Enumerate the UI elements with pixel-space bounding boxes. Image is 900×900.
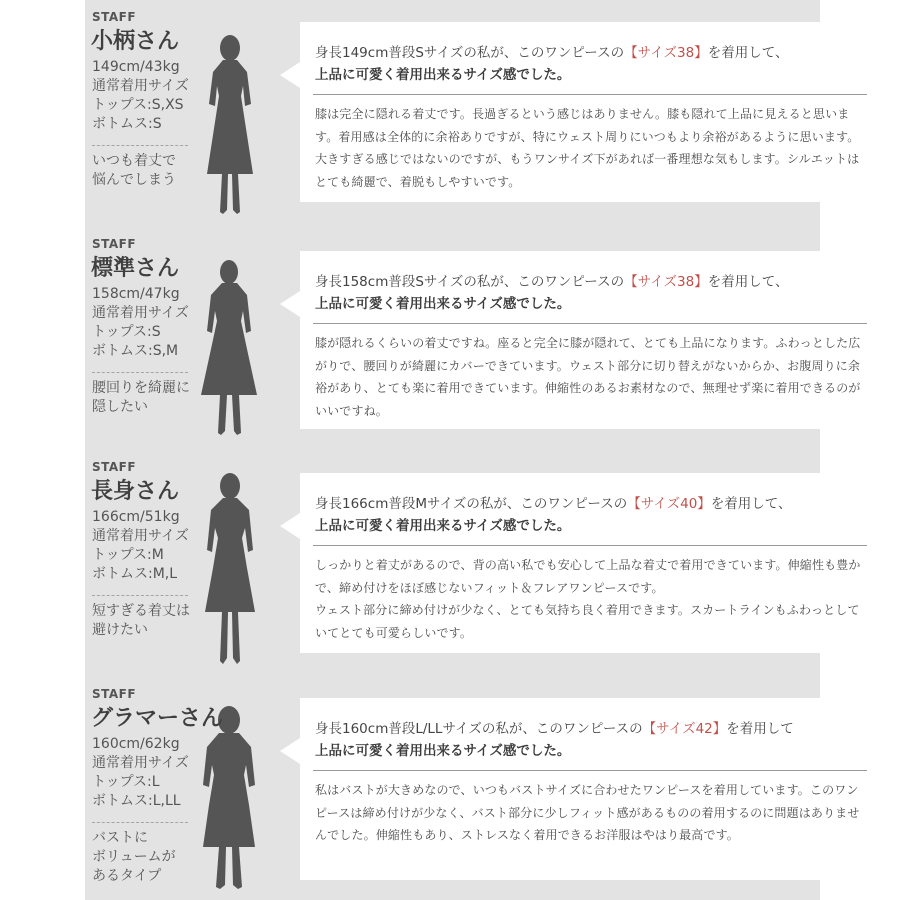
lead-text-end: を着用して、 — [710, 496, 792, 512]
height-weight: 149cm/43kg — [92, 59, 180, 75]
review-card — [300, 473, 880, 653]
review-card — [300, 22, 880, 202]
review-lead — [315, 718, 870, 762]
worn-size-badge: 【サイズ40】 — [627, 496, 711, 512]
staff-stats — [92, 58, 212, 134]
lead-text: 身長166cm普段Mサイズの私が、このワンピースの — [315, 496, 628, 512]
usual-size-label: 通常着用サイズ — [92, 305, 189, 321]
staff-name: 長身さん — [91, 479, 180, 504]
review-body: 私はバストが大きめなので、いつもバストサイズに合わせたワンピースを着用しています。このワンピースは締め付けが少なく、バスト部分に少しフィット感があるものの着用するのに問題はありませんでした。伸縮性もあり、ストレスなく着用できるお洋服はやはり最高です。 — [315, 783, 860, 842]
staff-name: グラマーさん — [91, 706, 224, 731]
review-lead — [315, 42, 870, 86]
stats-divider — [92, 372, 188, 373]
staff-tag: STAFF — [92, 460, 137, 474]
lead-text: 身長158cm普段Sサイズの私が、このワンピースの — [315, 274, 625, 290]
lead-highlight: 上品に可愛く着用出来るサイズ感でした。 — [315, 296, 571, 312]
review-lead — [315, 493, 870, 537]
staff-stats — [92, 285, 212, 361]
height-weight: 166cm/51kg — [92, 509, 180, 525]
review-lead — [315, 271, 870, 315]
tops-size: トップス:S — [92, 324, 161, 340]
lead-highlight: 上品に可愛く着用出来るサイズ感でした。 — [315, 518, 571, 534]
staff-stats — [92, 735, 212, 811]
card-separator — [313, 323, 867, 324]
woman-silhouette-icon — [195, 705, 265, 895]
worn-size-badge: 【サイズ38】 — [624, 45, 708, 61]
bottoms-size: ボトムス:S,M — [92, 343, 179, 359]
staff-concern: 短すぎる着丈は 避けたい — [92, 603, 190, 638]
staff-review-entry — [85, 10, 860, 225]
staff-concern: いつも着丈で 悩んでしまう — [92, 153, 176, 188]
staff-name: 小柄さん — [91, 29, 180, 54]
staff-tag: STAFF — [92, 687, 137, 701]
usual-size-label: 通常着用サイズ — [92, 78, 189, 94]
review-body: しっかりと着丈があるので、背の高い私でも安心して上品な着丈で着用できています。伸縮性も豊かで、締め付けをほぼ感じないフィット＆フレアワンピースです。 ウェスト部分に締め付けが少なく、とても気持ち良く着用できます。スカートラインもふわっとしていてとても可愛らしいです。 — [315, 558, 861, 640]
lead-text-end: を着用して — [726, 721, 794, 737]
tops-size: トップス:L — [92, 774, 160, 790]
stats-divider — [92, 822, 188, 823]
lead-text: 身長149cm普段Sサイズの私が、このワンピースの — [315, 45, 625, 61]
height-weight: 158cm/47kg — [92, 286, 180, 302]
bottoms-size: ボトムス:M,L — [92, 566, 178, 582]
review-body: 膝は完全に隠れる着丈です。長過ぎるという感じはありません。膝も隠れて上品に見えると思います。着用感は全体的に余裕ありですが、特にウェスト周りにいつもより余裕があるように思います。大きすぎる感じではないのですが、もうワンサイズ下があれば一番理想な気もします。シルエットはとても綺麗で、着脱もしやすいです。 — [315, 107, 860, 189]
woman-silhouette-icon — [195, 34, 265, 216]
card-separator — [313, 94, 867, 95]
lead-text-end: を着用して、 — [707, 274, 789, 290]
stats-divider — [92, 595, 188, 596]
lead-highlight: 上品に可愛く着用出来るサイズ感でした。 — [315, 67, 571, 83]
card-separator — [313, 770, 867, 771]
usual-size-label: 通常着用サイズ — [92, 528, 189, 544]
review-body: 膝が隠れるくらいの着丈ですね。座ると完全に膝が隠れて、とても上品になります。ふわっとした広がりで、腰回りが綺麗にカバーできています。ウェスト部分に切り替えがないからか、お腹周りに余裕があり、とても楽に着用できています。伸縮性のあるお素材なので、無理せず楽に着用できるのがいいですね。 — [315, 336, 861, 418]
card-separator — [313, 545, 867, 546]
bottoms-size: ボトムス:L,LL — [92, 793, 181, 809]
height-weight: 160cm/62kg — [92, 736, 180, 752]
review-card — [300, 251, 880, 429]
staff-tag: STAFF — [92, 10, 137, 24]
worn-size-badge: 【サイズ38】 — [624, 274, 708, 290]
stats-divider — [92, 145, 188, 146]
staff-concern: 腰回りを綺麗に 隠したい — [92, 380, 190, 415]
staff-concern: バストに ボリュームが あるタイプ — [92, 830, 176, 884]
tops-size: トップス:S,XS — [92, 97, 184, 113]
staff-stats — [92, 508, 212, 584]
worn-size-badge: 【サイズ42】 — [642, 721, 727, 737]
lead-text: 身長160cm普段L/LLサイズの私が、このワンピースの — [315, 721, 643, 737]
lead-highlight: 上品に可愛く着用出来るサイズ感でした。 — [315, 743, 571, 759]
review-card — [300, 698, 880, 880]
staff-review-entry — [85, 460, 861, 675]
tops-size: トップス:M — [92, 547, 164, 563]
staff-review-entry — [85, 687, 860, 900]
bottoms-size: ボトムス:S — [92, 116, 162, 132]
woman-silhouette-icon — [195, 259, 265, 439]
staff-review-entry — [85, 237, 861, 452]
woman-silhouette-icon — [195, 472, 265, 668]
lead-text-end: を着用して、 — [707, 45, 789, 61]
staff-tag: STAFF — [92, 237, 137, 251]
usual-size-label: 通常着用サイズ — [92, 755, 189, 771]
staff-name: 標準さん — [91, 256, 180, 281]
